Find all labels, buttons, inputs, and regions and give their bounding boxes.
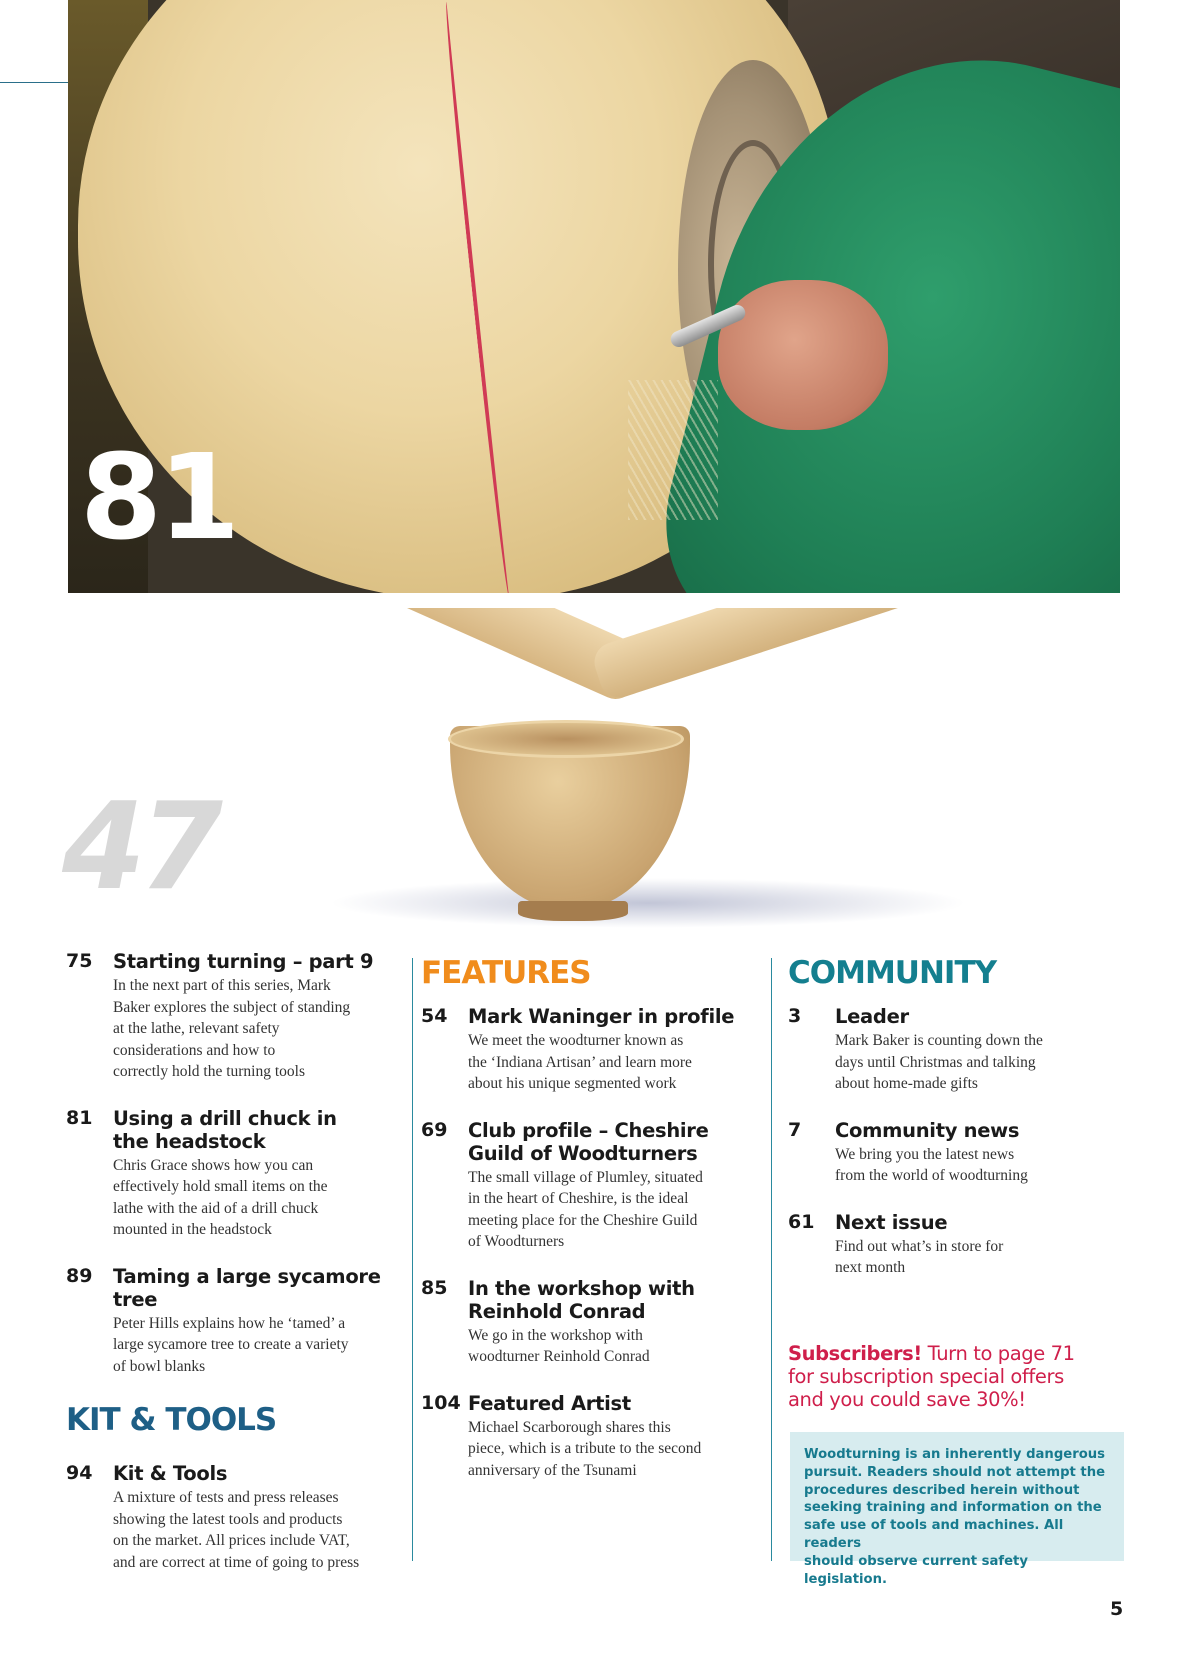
page-number: 89 [66,1264,93,1287]
contents-column-1 [66,950,406,1573]
column-divider [412,958,413,1561]
entry-title: Taming a large sycamore tree [113,1264,381,1311]
page-number: 61 [788,1210,815,1233]
contents-entry[interactable] [421,1277,751,1368]
entry-description: We meet the woodturner known as the ‘Indiana Artisan’ and learn more about his unique segmented work [468,1032,692,1092]
entry-description: Michael Scarborough shares this piece, which is a tribute to the second anniversary of the Tsunami [468,1418,702,1479]
contents-entry[interactable] [66,950,406,1083]
entry-description: Find out what’s in store for next month [835,1237,1004,1276]
entry-description: The small village of Plumley, situated in the heart of Cheshire, is the ideal meeting place for the Cheshire Guild of Woodturners [468,1168,703,1250]
contents-entry[interactable] [788,1211,1124,1279]
contents-entry[interactable] [66,1265,406,1378]
safety-notice: Woodturning is an inherently dangerous pursuit. Readers should not attempt the procedures described herein without seeking training and information on the safe use of tools and machines. All readers should observe current safety legislation. [790,1432,1124,1561]
entry-description: Chris Grace shows how you can effectively hold small items on the lathe with the aid of a drill chuck mounted in the headstock [113,1156,328,1238]
entry-description: Mark Baker is counting down the days until Christmas and talking about home-made gifts [835,1032,1043,1092]
page-number: 7 [788,1118,802,1141]
entry-title: In the workshop with Reinhold Conrad [468,1276,695,1323]
winged-bowl-photo [68,608,1120,938]
entry-title: Community news [835,1118,1020,1142]
entry-description: We bring you the latest news from the world of woodturning [835,1145,1028,1184]
contents-column-3 [788,955,1124,1279]
entry-description: In the next part of this series, Mark Baker explores the subject of standing at the lathe, relevant safety considerations and how to correctly hold the turning tools [113,977,351,1080]
page-number: 54 [421,1005,448,1027]
entry-title: Mark Waninger in profile [468,1005,735,1028]
community-heading: COMMUNITY [788,955,997,991]
entry-description: A mixture of tests and press releases showing the latest tools and products on the market. All prices include VAT, and are correct at time of going to press [113,1489,360,1571]
entry-description: Peter Hills explains how he ‘tamed’ a large sycamore tree to create a variety of bowl blanks [113,1314,349,1375]
kit-tools-heading: KIT & TOOLS [66,1402,277,1438]
page-number: 81 [66,1106,93,1129]
photo-page-ref: 81 [80,428,237,566]
corner-rule [0,82,68,83]
subscribers-offer[interactable]: Subscribers! Turn to page 71 for subscription special offers and you could save 30%! [788,1342,1075,1411]
page-number: 3 [788,1005,802,1027]
entry-title: Club profile – Cheshire Guild of Woodturners [468,1118,709,1165]
contents-entry[interactable] [788,1005,1124,1095]
entry-title: Leader [835,1005,909,1028]
entry-title: Starting turning – part 9 [113,950,374,973]
contents-entry[interactable] [421,1392,751,1482]
column-divider [771,958,772,1561]
subscribers-label: Subscribers! [788,1342,922,1365]
features-heading: FEATURES [421,955,591,991]
entry-title: Using a drill chuck in the headstock [113,1106,337,1153]
entry-title: Kit & Tools [113,1462,228,1485]
entry-title: Featured Artist [468,1391,631,1415]
page-number: 75 [66,950,93,972]
contents-column-2 [421,955,751,1481]
page-number: 104 [421,1391,461,1414]
page-number: 69 [421,1118,448,1141]
contents-entry[interactable] [788,1119,1124,1187]
page-number: 94 [66,1462,93,1484]
contents-entry[interactable] [66,1462,406,1573]
photo-page-ref: 47 [62,778,217,917]
contents-entry[interactable] [421,1119,751,1253]
contents-entry[interactable] [66,1107,406,1241]
entry-title: Next issue [835,1210,948,1234]
contents-entry[interactable] [421,1005,751,1095]
entry-description: We go in the workshop with woodturner Reinhold Conrad [468,1326,650,1365]
page-number: 85 [421,1276,448,1299]
hand [718,280,888,430]
page-folio: 5 [1110,1598,1124,1620]
